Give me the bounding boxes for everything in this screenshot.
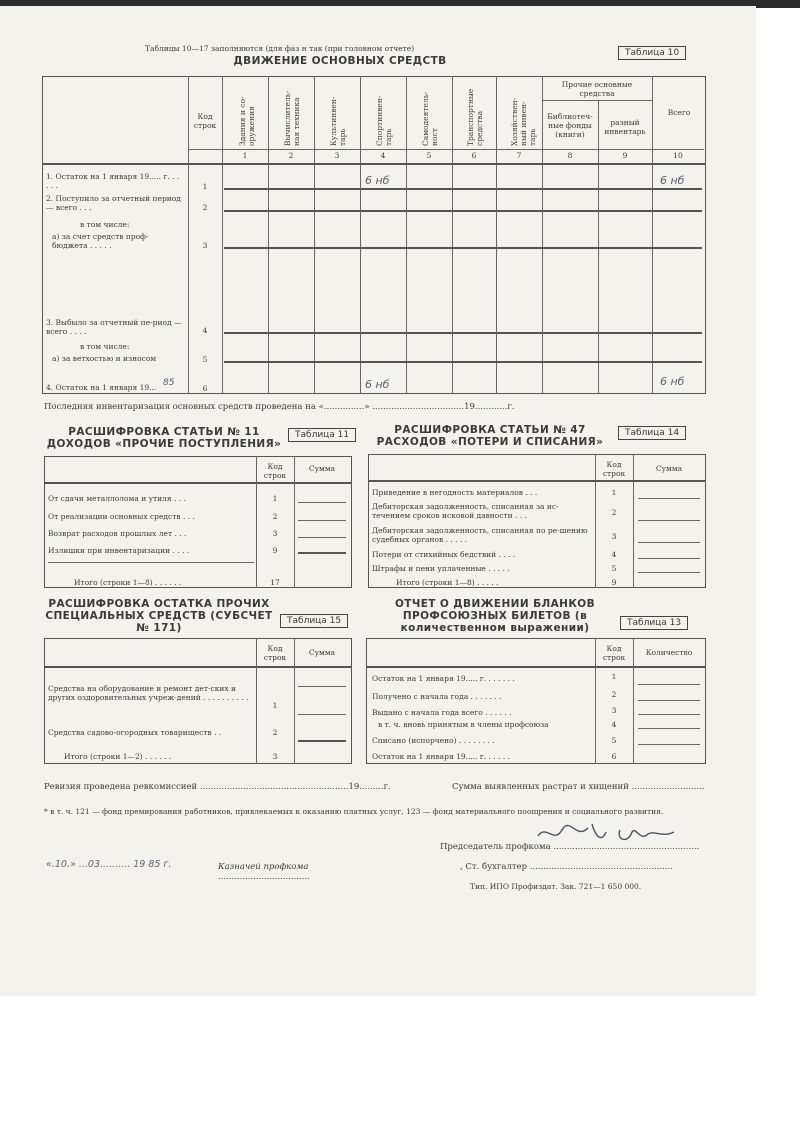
t13-row-code: 2 xyxy=(611,690,617,699)
t11-row-label: От сдачи металлолома и утиля . . . xyxy=(48,494,186,503)
t15-row-code: 2 xyxy=(272,728,278,737)
t14-row-label: Приведение в негодность материалов . . . xyxy=(372,488,538,497)
t13-row-label: Выдано с начала года всего . . . . . . xyxy=(372,708,512,717)
t15-code-header: Код строк xyxy=(263,644,287,662)
handwritten-year: 85 xyxy=(163,378,175,388)
t10-col-header: Здания и со-оружения xyxy=(238,96,256,146)
t11-row-code: 2 xyxy=(272,512,278,521)
t13-qty-header: Количество xyxy=(645,648,693,657)
table10-title: ДВИЖЕНИЕ ОСНОВНЫХ СРЕДСТВ xyxy=(233,55,447,67)
t11-code-header: Код строк xyxy=(263,462,287,480)
printing-info: Тип. ИПО Профиздат. Зак. 721—1 650 000. xyxy=(470,882,642,891)
audit-line: Ревизия проведена ревкомиссией .......................................................19.........г. xyxy=(44,782,391,792)
t10-other-group: Прочие основные средства xyxy=(561,80,633,98)
t11-row-label: От реализации основных средств . . . xyxy=(48,512,195,521)
t14-code-header: Код строк xyxy=(602,460,626,478)
t10-col-header: Спортинвен-тарь xyxy=(375,95,393,146)
accountant-line: , Ст. бухгалтер ..................................................... xyxy=(460,862,673,872)
table10-label: Таблица 10 xyxy=(618,46,686,60)
t14-row-label: Дебиторская задолженность, списанная за ис-течением сроков исковой давности . . . xyxy=(372,502,559,520)
document-sheet xyxy=(0,6,756,996)
t10-col-header: Транспортные средства xyxy=(466,88,484,146)
t14-row-code: 9 xyxy=(611,578,617,587)
t13-row-code: 1 xyxy=(611,672,617,681)
date-line: «.10.» ...03.......... 19 85 г. xyxy=(46,859,172,870)
t11-row-code: 1 xyxy=(272,494,278,503)
t15-row-code: 1 xyxy=(272,701,278,710)
t10-col-header: Самодеятель-ност xyxy=(421,91,439,146)
col-number: 8 xyxy=(567,151,573,160)
table11-label: Таблица 11 xyxy=(288,428,356,442)
t13-row-code: 5 xyxy=(611,736,617,745)
t10-row-label: в том числе: xyxy=(80,342,130,351)
col-number: 5 xyxy=(426,151,432,160)
chairman-line: Председатель профкома ...................................................... xyxy=(440,842,700,852)
t13-row-label: Остаток на 1 января 19..... г. . . . . . . xyxy=(372,674,515,683)
t14-row-code: 5 xyxy=(611,564,617,573)
t10-row-code: 3 xyxy=(202,241,208,250)
col-number: 9 xyxy=(622,151,628,160)
t14-row-code: 1 xyxy=(611,488,617,497)
t10-row-label: а) за счет средств проф-бюджета . . . . . xyxy=(52,232,149,250)
t13-row-code: 6 xyxy=(611,752,617,761)
col-number: 1 xyxy=(242,151,248,160)
handwritten-value: 6 нб xyxy=(660,375,685,388)
t13-row-label: Остаток на 1 января 19..... г. . . . . . xyxy=(372,752,511,761)
t13-code-header: Код строк xyxy=(602,644,626,662)
t10-row-label: в том числе: xyxy=(80,220,130,229)
t11-row-label: Излишки при инвентаризации . . . . xyxy=(48,546,190,555)
t10-col-header: Культинвен-тарь xyxy=(329,96,347,146)
t10-row-code: 6 xyxy=(202,384,208,393)
table15-label: Таблица 15 xyxy=(280,614,348,628)
table13-title: ОТЧЕТ О ДВИЖЕНИИ БЛАНКОВ ПРОФСОЮЗНЫХ БИЛЕТОВ (в количественном выражении) xyxy=(394,598,596,634)
table14-label: Таблица 14 xyxy=(618,426,686,440)
t13-row-label: Получено с начала года . . . . . . . xyxy=(372,692,502,701)
col-number: 2 xyxy=(288,151,294,160)
col-number: 6 xyxy=(471,151,477,160)
t10-row-label: 2. Поступило за отчетный период — всего . . . xyxy=(46,194,181,212)
t14-sum-header: Сумма xyxy=(655,464,683,473)
tables-note: Таблицы 10—17 заполняются (для фаз н так (при головном отчете) xyxy=(145,44,415,53)
t15-row-label: Итого (строки 1—2) . . . . . . xyxy=(64,752,172,761)
t11-row-label: Возврат расходов прошлых лет . . . xyxy=(48,529,187,538)
t11-row-label: Итого (строки 1—8) . . . . . . xyxy=(74,578,182,587)
inventory-line: Последняя инвентаризация основных средств проведена на «...............» ..................................19............г. xyxy=(44,402,515,412)
table14-title: РАСШИФРОВКА СТАТЬИ № 47 РАСХОДОВ «ПОТЕРИ И СПИСАНИЯ» xyxy=(376,424,604,448)
t15-row-label: Средства садово-огородных товариществ . . xyxy=(48,728,222,737)
t14-row-label: Потери от стихийных бедствий . . . . xyxy=(372,550,516,559)
table11-title: РАСШИФРОВКА СТАТЬИ № 11 ДОХОДОВ «ПРОЧИЕ ПОСТУПЛЕНИЯ» xyxy=(46,426,282,450)
t10-code-header: Код строк xyxy=(193,112,217,130)
col-number: 7 xyxy=(516,151,522,160)
embezzlement-line: Сумма выявленных растрат и хищений ........................... xyxy=(452,782,705,792)
cashier-label: Казначей профкома .................................. xyxy=(218,862,310,882)
t14-row-code: 4 xyxy=(611,550,617,559)
t13-row-code: 3 xyxy=(611,706,617,715)
handwritten-value: 6 нб xyxy=(365,378,390,391)
handwritten-value: 6 нб xyxy=(365,174,390,187)
col-number: 10 xyxy=(673,151,683,160)
t10-other-col: Библиотеч-ные фонды (книги) xyxy=(547,112,593,139)
t14-row-code: 2 xyxy=(611,508,617,517)
footnote: * в т. ч. 121 — фонд премирования работников, привлекаемых к оказанию платных услуг, 123 — фонд материального поощрения и социального развития. xyxy=(44,807,664,816)
t10-row-label: 3. Выбыло за отчетный пе-риод — всего . . . . xyxy=(46,318,182,336)
table15-title: РАСШИФРОВКА ОСТАТКА ПРОЧИХ СПЕЦИАЛЬНЫХ СРЕДСТВ (СУБСЧЕТ № 171) xyxy=(45,598,273,634)
t10-row-code: 2 xyxy=(202,203,208,212)
t10-other-col: разный инвентарь xyxy=(604,118,646,136)
handwritten-value: 6 нб xyxy=(660,174,685,187)
table13-label: Таблица 13 xyxy=(620,616,688,630)
t10-col-header: Хозяйствен-ный инвен-тарь xyxy=(510,97,537,146)
t14-row-label: Дебиторская задолженность, списанная по ре-шению судебных органов . . . . . xyxy=(372,526,588,544)
t10-total-header: Всего xyxy=(667,108,691,117)
t14-row-label: Штрафы и пени уплаченные . . . . . xyxy=(372,564,510,573)
t14-row-code: 3 xyxy=(611,532,617,541)
t14-row-label: Итого (строки 1—8) . . . . . xyxy=(396,578,499,587)
t13-row-label: в т. ч. вновь принятым в члены профсоюза xyxy=(378,720,549,729)
t15-sum-header: Сумма xyxy=(308,648,336,657)
t11-row-code: 3 xyxy=(272,529,278,538)
col-number: 4 xyxy=(380,151,386,160)
t13-row-code: 4 xyxy=(611,720,617,729)
table11 xyxy=(44,456,352,588)
t15-row-label: Средства на оборудование и ремонт дет-ских и других оздоровительных учреж-дений . . . . . . . . . . xyxy=(48,684,249,702)
t10-row-code: 4 xyxy=(202,326,208,335)
t10-row-label: 4. Остаток на 1 января 19... xyxy=(46,383,157,392)
t11-sum-header: Сумма xyxy=(308,464,336,473)
t10-row-label: 1. Остаток на 1 января 19..... г. . . . . . xyxy=(46,172,180,190)
t15-row-code: 3 xyxy=(272,752,278,761)
t11-row-code: 17 xyxy=(270,578,280,587)
t11-row-code: 9 xyxy=(272,546,278,555)
t10-col-header: Вычислитель-ная техника xyxy=(283,90,301,146)
t10-row-code: 1 xyxy=(202,182,208,191)
t10-row-code: 5 xyxy=(202,355,208,364)
t13-row-label: Списано (испорчено) . . . . . . . . xyxy=(372,736,495,745)
col-number: 3 xyxy=(334,151,340,160)
t10-row-label: а) за ветхостью и износом xyxy=(52,354,157,363)
